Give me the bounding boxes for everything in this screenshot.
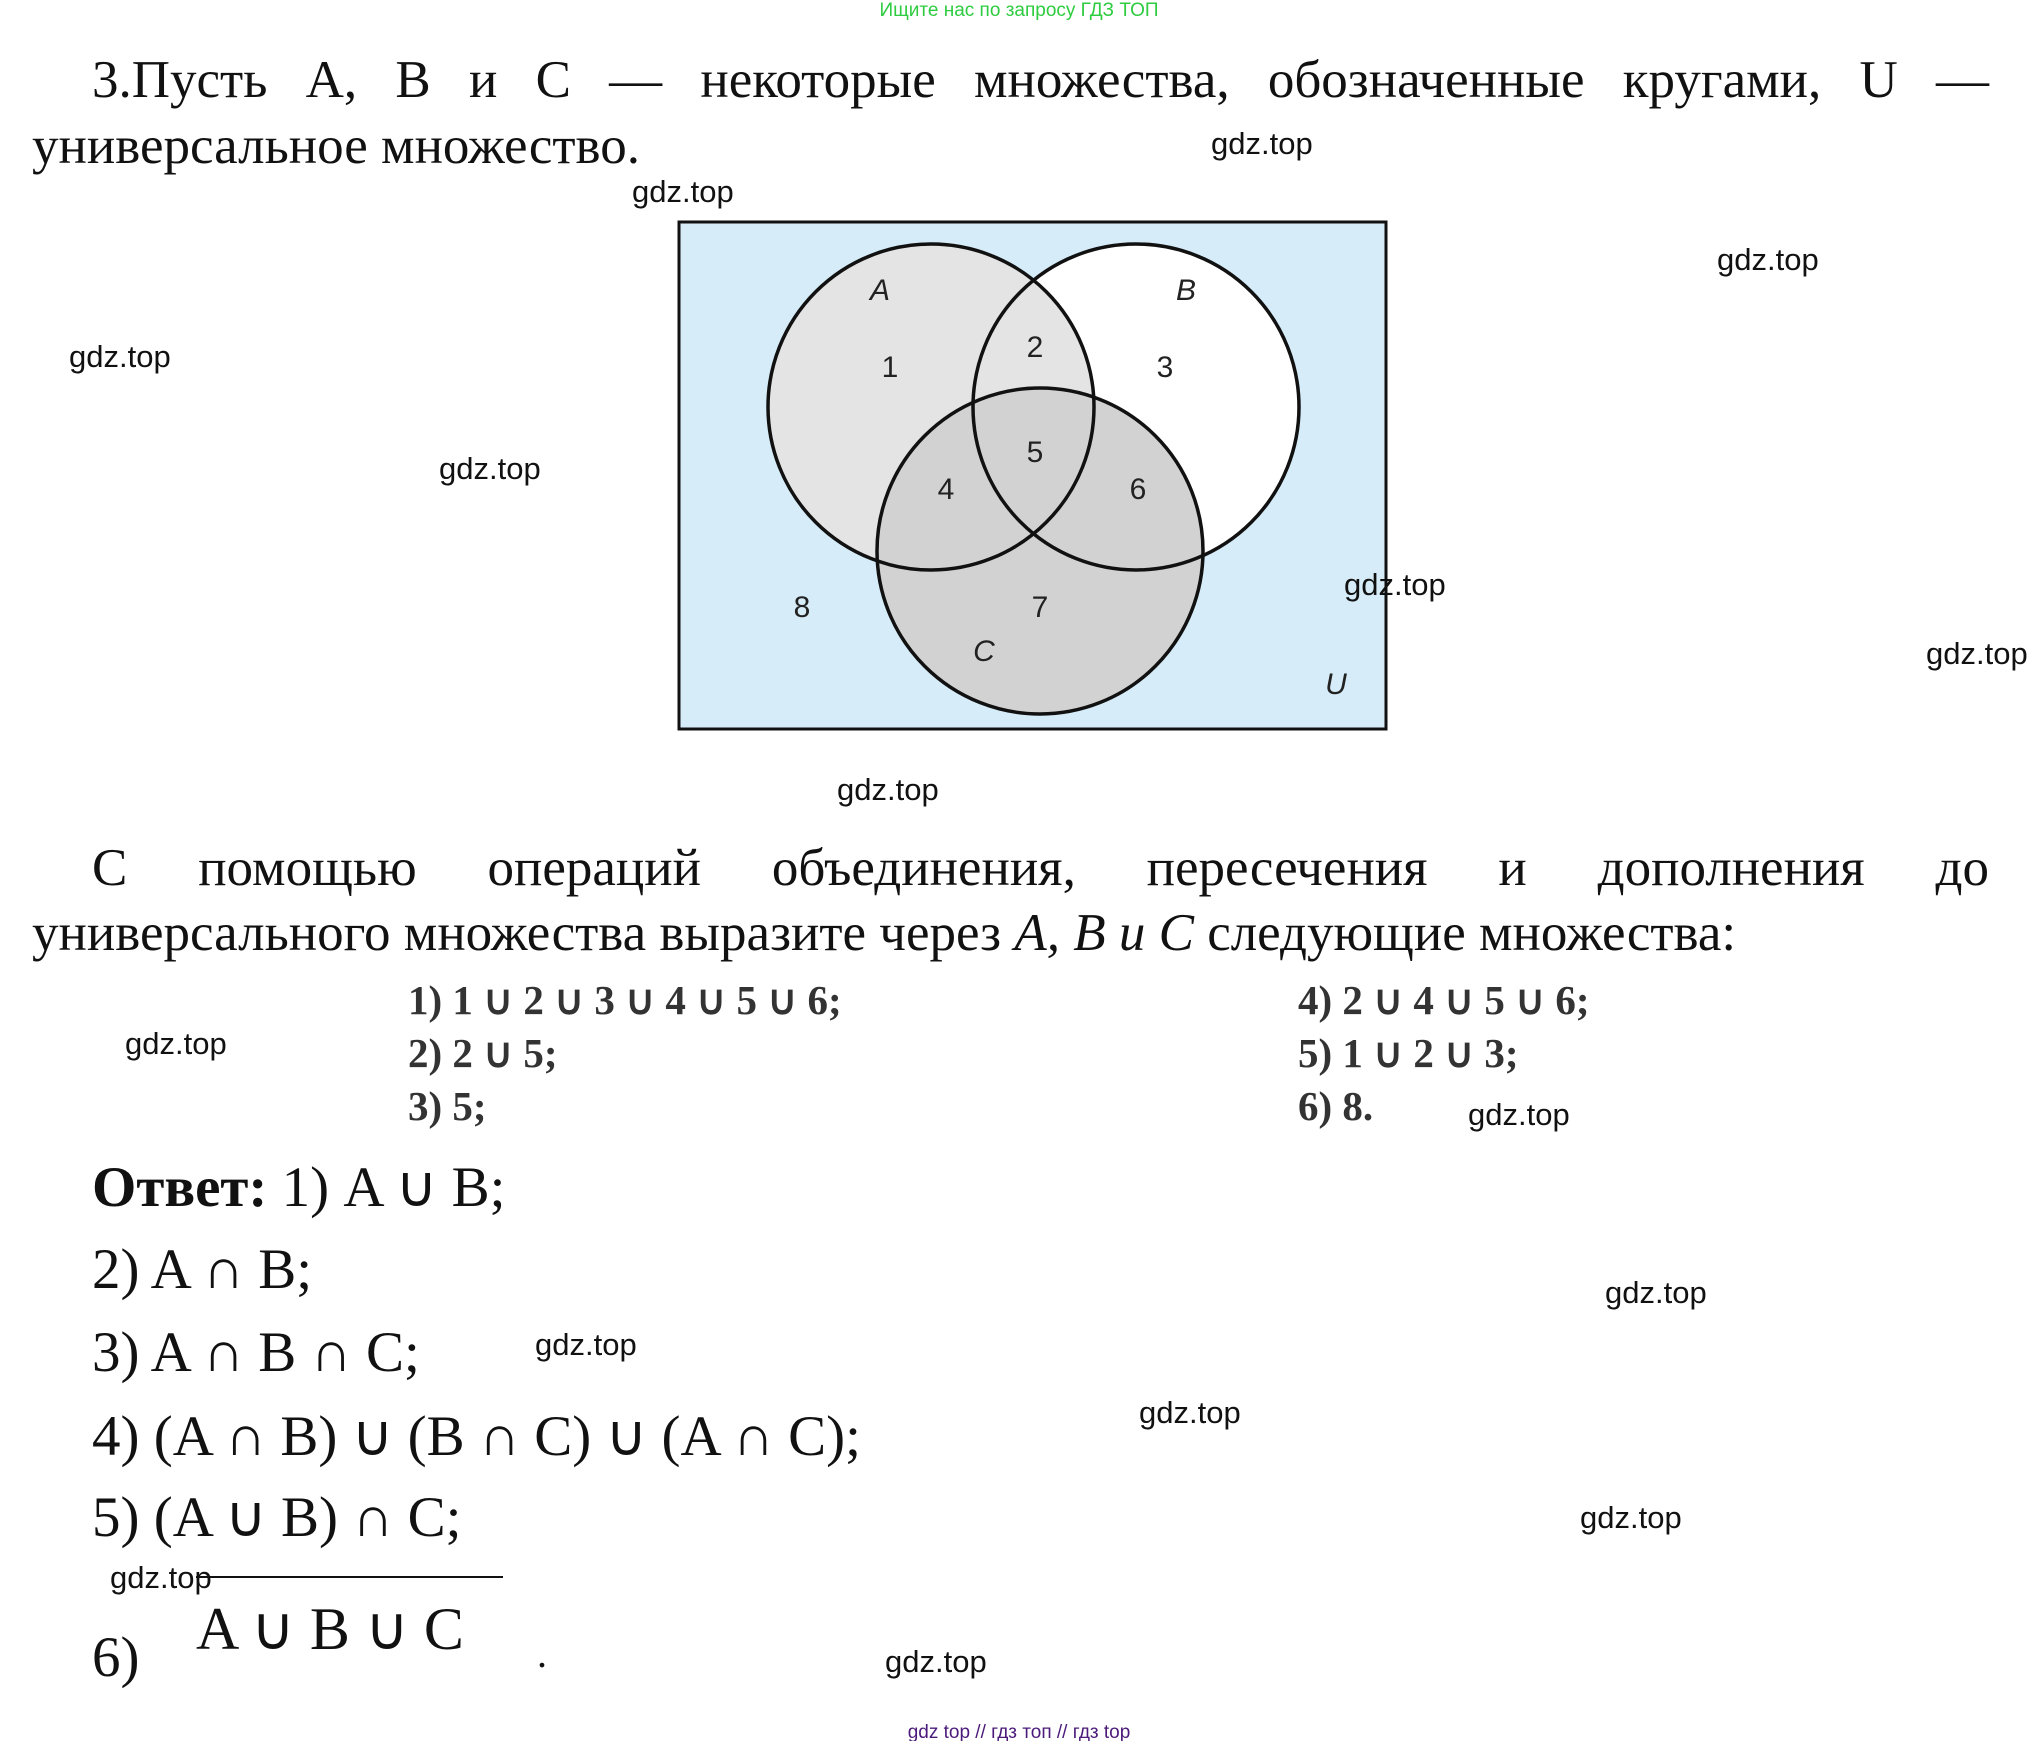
region-4: 4 <box>937 473 955 506</box>
watermark: gdz.top <box>1717 242 1819 277</box>
instruction-line-2 <box>32 903 1736 963</box>
answer-1: Ответ: 1) A ∪ B; <box>92 1156 506 1219</box>
problem-line-2: универсальное множество. <box>32 117 640 175</box>
task-1: 1) 1 ∪ 2 ∪ 3 ∪ 4 ∪ 5 ∪ 6; <box>408 977 842 1023</box>
label-u: U <box>1325 668 1347 701</box>
watermark: gdz.top <box>125 1026 227 1061</box>
region-3: 3 <box>1156 351 1174 384</box>
task-2: 2) 2 ∪ 5; <box>408 1030 558 1076</box>
answer-6-period: . <box>537 1631 547 1676</box>
label-a: A <box>869 274 891 307</box>
task-5: 5) 1 ∪ 2 ∪ 3; <box>1298 1030 1519 1076</box>
region-7: 7 <box>1031 591 1049 624</box>
task-4: 4) 2 ∪ 4 ∪ 5 ∪ 6; <box>1298 977 1590 1023</box>
problem-line-1: 3.Пусть A, B и C — некоторые множества, обозначенные кругами, U — <box>92 51 1989 109</box>
label-c: C <box>973 635 995 668</box>
watermark: gdz.top <box>837 772 939 807</box>
region-5: 5 <box>1026 436 1044 469</box>
instruction-text-end: следующие множества: <box>1193 904 1737 962</box>
instruction-line-1: С помощью операций объединения, пересечения и дополнения до <box>92 839 1989 897</box>
watermark: gdz.top <box>439 451 541 486</box>
complement-overline <box>196 1576 503 1578</box>
region-2: 2 <box>1026 331 1044 364</box>
answer-label: Ответ: <box>92 1156 268 1219</box>
answer-5: 5) (A ∪ B) ∩ C; <box>92 1486 462 1549</box>
instruction-text: универсального множества выразите через <box>32 904 1015 962</box>
watermark: gdz.top <box>535 1327 637 1362</box>
watermark: gdz.top <box>1468 1097 1570 1132</box>
region-8: 8 <box>793 591 811 624</box>
watermark: gdz.top <box>69 339 171 374</box>
watermark: gdz.top <box>632 174 734 209</box>
venn-diagram <box>670 215 1400 740</box>
region-1: 1 <box>881 351 899 384</box>
watermark: gdz.top <box>885 1644 987 1679</box>
watermark: gdz.top <box>1926 636 2028 671</box>
answer-3: 3) A ∩ B ∩ C; <box>92 1321 420 1384</box>
watermark: gdz.top <box>1344 567 1446 602</box>
search-banner: Ищите нас по запросу ГДЗ ТОП <box>879 0 1159 21</box>
instruction-sets: A, B и C <box>1014 904 1194 962</box>
watermark: gdz.top <box>1605 1275 1707 1310</box>
watermark: gdz.top <box>1139 1395 1241 1430</box>
task-6: 6) 8. <box>1298 1083 1374 1129</box>
answer-6-number: 6) <box>92 1626 140 1689</box>
region-6: 6 <box>1129 473 1147 506</box>
watermark: gdz.top <box>1580 1500 1682 1535</box>
answer-6-expression: A ∪ B ∪ C <box>196 1596 464 1662</box>
label-b: B <box>1175 274 1197 307</box>
task-3: 3) 5; <box>408 1083 487 1129</box>
answer-2: 2) A ∩ B; <box>92 1238 313 1301</box>
footer-links[interactable]: gdz top // гдз топ // гдз top <box>907 1722 1131 1741</box>
watermark: gdz.top <box>1211 126 1313 161</box>
answer-4: 4) (A ∩ B) ∪ (B ∩ C) ∪ (A ∩ C); <box>92 1405 861 1468</box>
watermark: gdz.top <box>110 1560 212 1595</box>
